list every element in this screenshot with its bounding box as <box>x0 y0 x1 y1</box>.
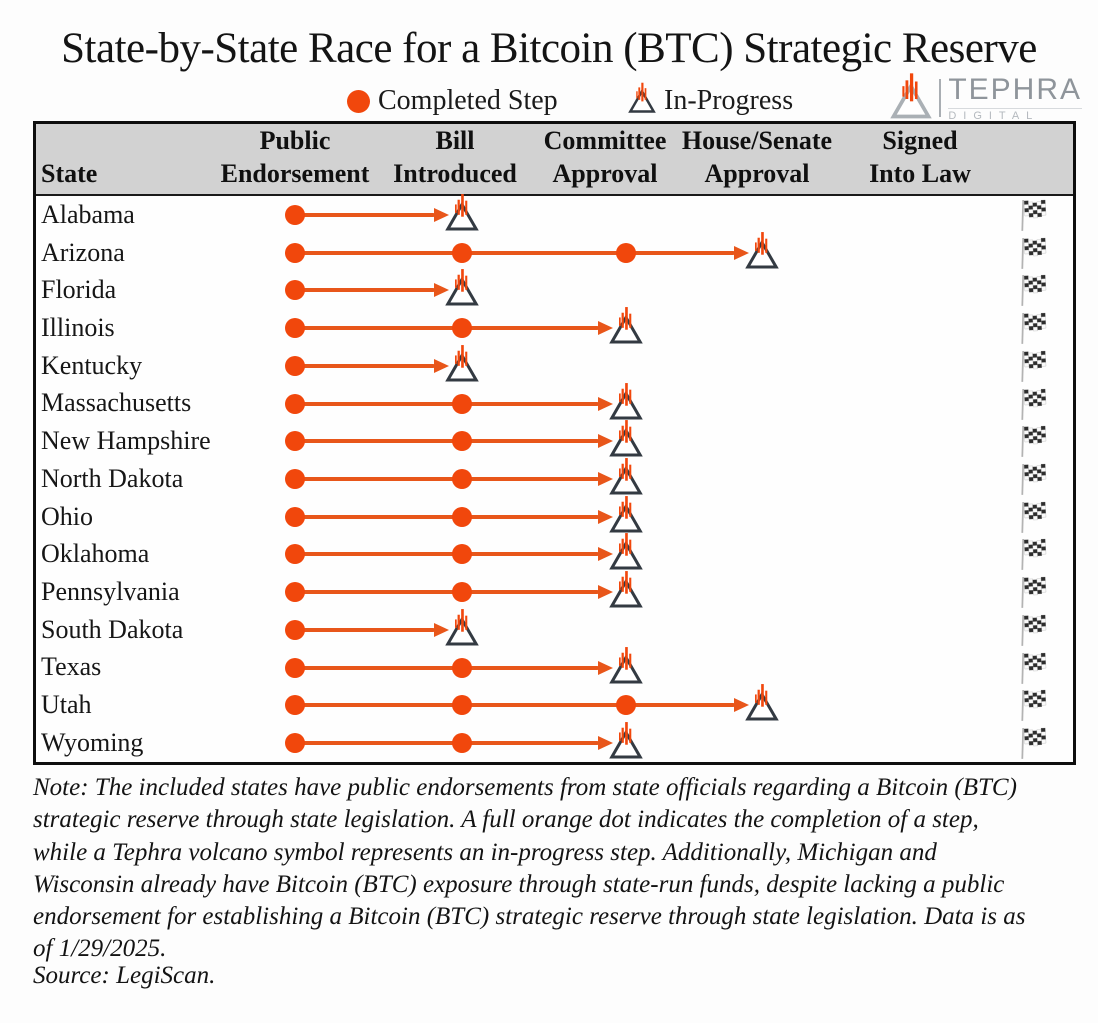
state-row-oklahoma <box>36 535 1073 573</box>
state-name: Oklahoma <box>41 539 150 569</box>
column-header-signed-into-law: Signed Into Law <box>869 126 971 188</box>
progress-line <box>295 552 599 556</box>
checkered-flag-icon <box>1017 348 1047 384</box>
volcano-icon <box>445 343 479 383</box>
state-row-utah <box>36 686 1073 724</box>
checkered-flag-icon <box>1017 423 1047 459</box>
volcano-icon <box>609 569 643 609</box>
volcano-icon <box>609 531 643 571</box>
state-row-texas <box>36 649 1073 687</box>
finish-flag-icon <box>1017 197 1047 238</box>
checkered-flag-icon <box>1017 574 1047 610</box>
completed-step-dot <box>452 733 472 753</box>
completed-step-dot <box>452 394 472 414</box>
checkered-flag-icon <box>1017 499 1047 535</box>
progress-line <box>295 364 435 368</box>
state-name: Wyoming <box>41 727 144 757</box>
chart-note: Note: The included states have public endorsements from state officials regarding a Bitcoin (BTC) strategic reserve through state legislation. A full orange dot indicates the completion of a step, while a Tephra volcano symbol represents an in-progress step. Additionally, Michigan and Wisconsin already have Bitcoin (BTC) exposure through state-run funds, despite lacking a public endorsement for establishing a Bitcoin (BTC) strategic reserve through state legislation. Data is as of 1/29/2025. <box>33 774 1026 963</box>
completed-dot-icon <box>347 90 370 113</box>
finish-flag-icon <box>1017 310 1047 351</box>
progress-line <box>295 590 599 594</box>
finish-flag-icon <box>1017 423 1047 464</box>
checkered-flag-icon <box>1017 272 1047 308</box>
finish-flag-icon <box>1017 272 1047 313</box>
progress-line <box>295 213 435 217</box>
state-name: Kentucky <box>41 350 143 380</box>
state-name: Texas <box>41 652 102 682</box>
progress-line <box>295 477 599 481</box>
completed-step-dot <box>285 544 305 564</box>
progress-line <box>295 402 599 406</box>
completed-step-dot <box>285 695 305 715</box>
chart-source: Source: LegiScan. <box>33 962 216 989</box>
logo-brand-text: TEPHRA <box>948 72 1082 106</box>
volcano-icon <box>609 720 643 760</box>
in-progress-volcano-icon <box>445 192 479 237</box>
volcano-icon <box>609 305 643 345</box>
checkered-flag-icon <box>1017 310 1047 346</box>
finish-flag-icon <box>1017 650 1047 691</box>
completed-step-dot <box>285 356 305 376</box>
finish-flag-icon <box>1017 536 1047 577</box>
progress-line <box>295 439 599 443</box>
column-header-public-endorsement: Public Endorsement <box>220 126 370 188</box>
completed-step-dot <box>452 243 472 263</box>
logo-divider <box>939 79 941 117</box>
legend-completed <box>347 84 558 118</box>
state-name: Utah <box>41 690 92 720</box>
in-progress-volcano-icon <box>445 343 479 388</box>
completed-step-dot <box>452 544 472 564</box>
page-title: State-by-State Race for a Bitcoin (BTC) Strategic Reserve <box>61 25 1037 72</box>
checkered-flag-icon <box>1017 725 1047 761</box>
table-header-row <box>36 124 1073 196</box>
finish-flag-icon <box>1017 499 1047 540</box>
progress-line <box>295 288 435 292</box>
completed-step-dot <box>285 507 305 527</box>
state-name: Alabama <box>41 199 135 229</box>
legend-in-progress <box>628 84 793 118</box>
in-progress-volcano-icon <box>745 682 779 727</box>
completed-step-dot <box>285 658 305 678</box>
state-row-florida <box>36 271 1073 309</box>
completed-step-dot <box>285 280 305 300</box>
table-body <box>36 196 1073 762</box>
in-progress-volcano-icon <box>445 267 479 312</box>
completed-step-dot <box>285 469 305 489</box>
volcano-icon <box>609 494 643 534</box>
completed-step-dot <box>452 695 472 715</box>
progress-line <box>295 741 599 745</box>
progress-line <box>295 515 599 519</box>
progress-line <box>295 703 735 707</box>
finish-flag-icon <box>1017 725 1047 766</box>
checkered-flag-icon <box>1017 235 1047 271</box>
state-row-south-dakota <box>36 611 1073 649</box>
completed-step-dot <box>285 431 305 451</box>
in-progress-volcano-icon <box>609 720 643 765</box>
state-name: North Dakota <box>41 463 184 493</box>
checkered-flag-icon <box>1017 461 1047 497</box>
state-row-new-hampshire <box>36 422 1073 460</box>
in-progress-volcano-icon <box>609 645 643 690</box>
finish-flag-icon <box>1017 612 1047 653</box>
state-row-massachusetts <box>36 385 1073 423</box>
completed-step-dot <box>452 582 472 602</box>
volcano-icon <box>609 645 643 685</box>
completed-step-dot <box>452 507 472 527</box>
state-name: Florida <box>41 275 117 305</box>
legend-in-progress-label: In-Progress <box>664 85 794 116</box>
state-name: Pennsylvania <box>41 577 180 607</box>
completed-step-dot <box>285 733 305 753</box>
in-progress-volcano-icon <box>745 230 779 275</box>
volcano-icon <box>609 381 643 421</box>
state-row-ohio <box>36 498 1073 536</box>
in-progress-volcano-icon <box>609 569 643 614</box>
completed-step-dot <box>616 243 636 263</box>
volcano-icon <box>745 682 779 722</box>
completed-step-dot <box>285 205 305 225</box>
volcano-icon <box>890 71 932 125</box>
finish-flag-icon <box>1017 687 1047 728</box>
volcano-icon <box>609 418 643 458</box>
legend-completed-label: Completed Step <box>378 85 558 116</box>
finish-flag-icon <box>1017 386 1047 427</box>
checkered-flag-icon <box>1017 612 1047 648</box>
column-header-state: State <box>41 158 98 188</box>
state-row-pennsylvania <box>36 573 1073 611</box>
completed-step-dot <box>285 582 305 602</box>
volcano-icon <box>628 81 656 122</box>
finish-flag-icon <box>1017 235 1047 276</box>
state-name: Massachusetts <box>41 388 192 418</box>
completed-step-dot <box>285 318 305 338</box>
completed-step-dot <box>285 394 305 414</box>
volcano-icon <box>609 456 643 496</box>
logo-sub-text: DIGITAL <box>948 108 1082 122</box>
state-row-kentucky <box>36 347 1073 385</box>
state-row-north-dakota <box>36 460 1073 498</box>
progress-line <box>295 251 735 255</box>
volcano-icon <box>445 192 479 232</box>
completed-step-dot <box>452 318 472 338</box>
in-progress-volcano-icon <box>445 607 479 652</box>
state-name: New Hampshire <box>41 426 211 456</box>
checkered-flag-icon <box>1017 536 1047 572</box>
state-race-table <box>33 121 1076 765</box>
volcano-icon <box>445 267 479 307</box>
volcano-icon <box>890 71 932 120</box>
checkered-flag-icon <box>1017 650 1047 686</box>
completed-step-dot <box>285 620 305 640</box>
completed-step-dot <box>452 469 472 489</box>
state-name: Ohio <box>41 501 93 531</box>
column-header-committee-approval: Committee Approval <box>543 126 667 188</box>
state-name: Arizona <box>41 237 125 267</box>
state-row-alabama <box>36 196 1073 234</box>
progress-line <box>295 326 599 330</box>
state-name: South Dakota <box>41 614 184 644</box>
checkered-flag-icon <box>1017 386 1047 422</box>
volcano-icon <box>445 607 479 647</box>
state-row-illinois <box>36 309 1073 347</box>
state-row-wyoming <box>36 724 1073 762</box>
completed-step-dot <box>452 431 472 451</box>
state-row-arizona <box>36 234 1073 272</box>
completed-step-dot <box>285 243 305 263</box>
volcano-icon <box>628 81 656 114</box>
progress-line <box>295 628 435 632</box>
progress-line <box>295 666 599 670</box>
completed-step-dot <box>616 695 636 715</box>
finish-flag-icon <box>1017 461 1047 502</box>
checkered-flag-icon <box>1017 197 1047 233</box>
volcano-icon <box>745 230 779 270</box>
column-header-house-senate-approval: House/Senate Approval <box>681 126 833 188</box>
in-progress-volcano-icon <box>609 305 643 350</box>
checkered-flag-icon <box>1017 687 1047 723</box>
state-name: Illinois <box>41 313 115 343</box>
finish-flag-icon <box>1017 574 1047 615</box>
finish-flag-icon <box>1017 348 1047 389</box>
tephra-digital-logo <box>890 72 1082 124</box>
column-header-bill-introduced: Bill Introduced <box>393 126 517 188</box>
completed-step-dot <box>452 658 472 678</box>
